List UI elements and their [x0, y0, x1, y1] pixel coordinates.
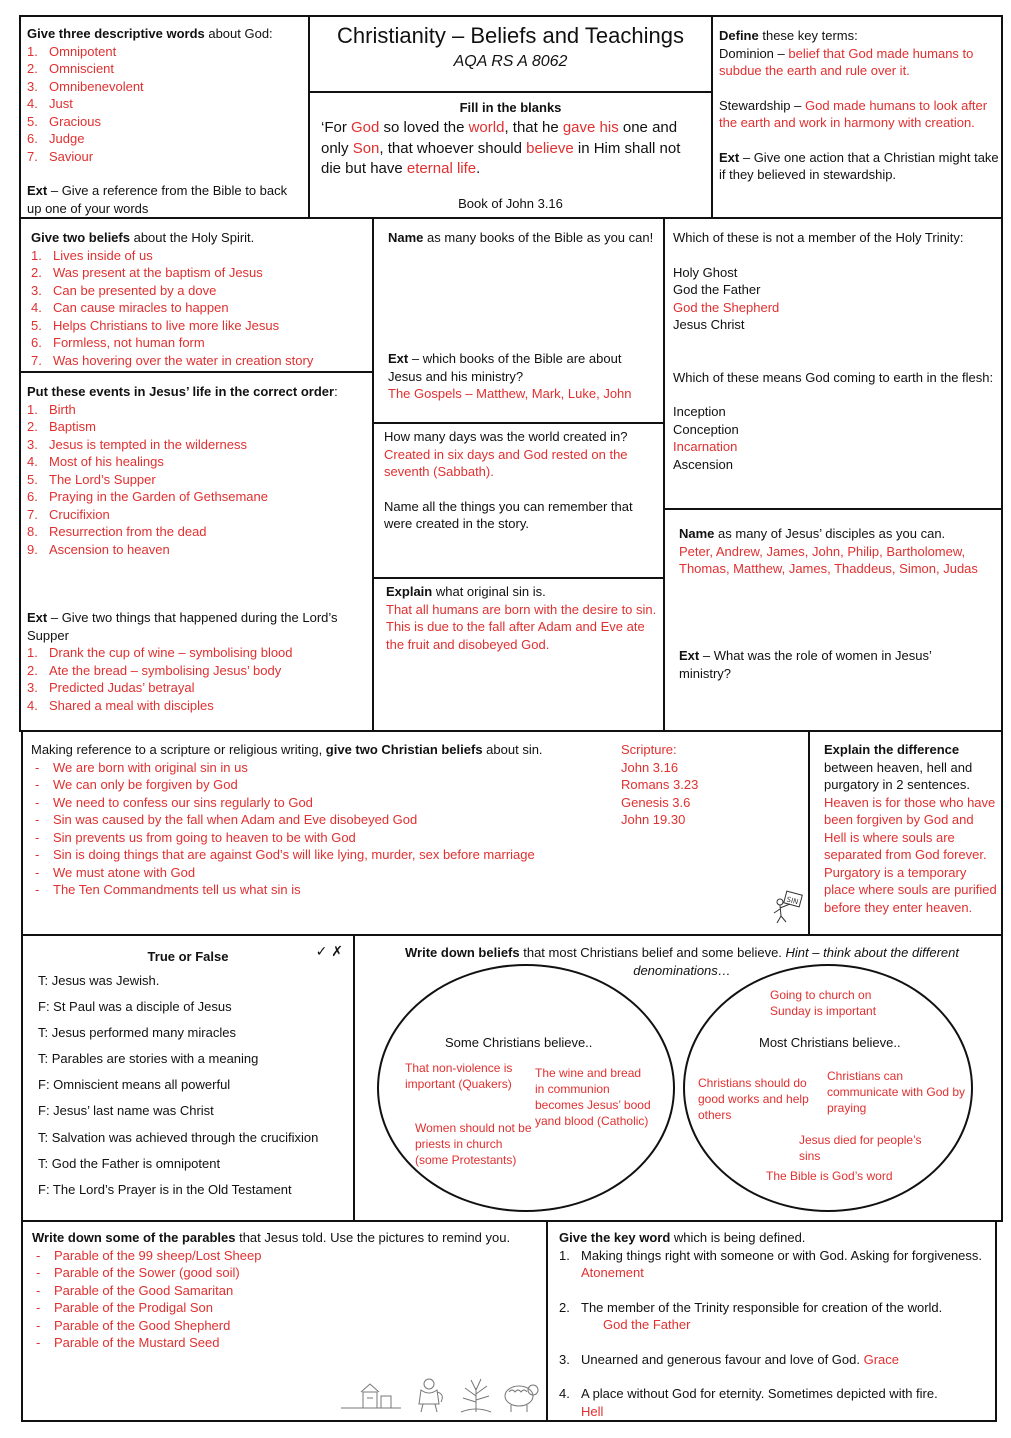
blank-answer: world	[468, 119, 505, 136]
sin-box	[21, 730, 810, 936]
original-sin-answer: That all humans are born with the desire to sin. This is due to the fall after Adam and Eve ate the fruit and disobeyed God.	[386, 601, 657, 652]
scripture-ref: John 3.16	[621, 759, 679, 775]
disciples-prompt: Name as many of Jesus’ disciples as you can.	[679, 526, 946, 541]
list-item: 1. Birth	[27, 401, 76, 417]
list-item: - The Ten Commandments tell us what sin is	[31, 881, 621, 899]
option-item: Incarnation	[673, 439, 738, 454]
most-belief: Jesus died for people’s sins	[799, 1133, 922, 1163]
true-false-heading: True or False	[147, 949, 229, 964]
events-ext: Ext – Give two things that happened during the Lord’s Supper	[27, 610, 338, 643]
some-belief: The wine and bread in communion becomes Jesus’ bood yand blood (Catholic)	[535, 1066, 651, 1128]
list-item: - Parable of the Good Samaritan	[32, 1282, 547, 1300]
option-item: Holy Ghost	[673, 264, 738, 280]
blank-answer: believe	[526, 139, 574, 157]
list-item: 4. A place without God for eternity. Sometimes depicted with fire. Hell	[559, 1386, 938, 1419]
events-box	[19, 371, 374, 732]
svg-text:SIN: SIN	[785, 895, 800, 907]
original-sin-box	[372, 577, 665, 732]
define-box	[711, 15, 1003, 219]
list-item: 1. Drank the cup of wine – symbolising blood	[27, 645, 293, 660]
list-item: 2. The member of the Trinity responsible for creation of the world. God the Father	[559, 1299, 943, 1332]
verse-text: .	[476, 160, 481, 177]
key-word-prompt: Give the key word which is being defined.	[559, 1230, 806, 1245]
creation-question: How many days was the world created in?	[384, 429, 628, 444]
incarnation-question: Which of these means God coming to earth in the flesh:	[673, 369, 994, 385]
list-item: 6. Formless, not human form	[31, 335, 205, 350]
list-item: 3. Unearned and generous favour and love of God. Grace	[559, 1351, 899, 1367]
most-belief: Christians should do good works and help others	[698, 1076, 809, 1122]
list-item: 7. Crucifixion	[27, 506, 110, 522]
list-item: 2. Was present at the baptism of Jesus	[31, 265, 263, 280]
difference-answer: Heaven is for those who have been forgiven by God and Hell is where souls are separated from God forever. Purgatory is a temporary place where souls are purified before they enter heaven.	[824, 794, 997, 915]
blank-answer: Son	[352, 139, 380, 157]
blank-answer: God	[351, 119, 380, 136]
list-item: F: Omniscient means all powerful	[38, 1077, 231, 1093]
most-belief: The Bible is God’s word	[766, 1169, 893, 1183]
list-item: - Sin prevents us from going to heaven to be with God	[31, 829, 621, 847]
supper-list	[27, 644, 367, 714]
list-item: - Parable of the Sower (good soil)	[32, 1264, 547, 1282]
trinity-options	[673, 264, 998, 334]
list-item: - Sin is doing things that are against God’s will like lying, murder, sex before marriage	[31, 846, 621, 864]
some-belief: That non-violence is important (Quakers)	[405, 1061, 513, 1091]
list-item: F: St Paul was a disciple of Jesus	[38, 999, 232, 1015]
page-subtitle: AQA RS A 8062	[453, 53, 568, 70]
dominion-definition: Dominion – belief that God made humans to subdue the earth and rule over it.	[719, 45, 974, 78]
books-box	[372, 217, 665, 424]
list-item: 4. Most of his healings	[27, 454, 164, 469]
list-item: 7. Saviour	[27, 148, 94, 164]
fill-source: Book of John 3.16	[458, 196, 563, 211]
creation-box	[372, 422, 665, 579]
list-item: F: Jesus’ last name was Christ	[38, 1103, 214, 1119]
list-item: T: Parables are stories with a meaning	[38, 1051, 259, 1067]
verse-text: one and only	[321, 119, 678, 157]
title-box	[308, 15, 713, 93]
option-item: Jesus Christ	[673, 317, 745, 332]
verse-text: so loved the	[379, 119, 469, 136]
list-item: - We can only be forgiven by God	[31, 776, 621, 794]
list-item: - Parable of the Good Shepherd	[32, 1317, 547, 1335]
list-item: 8. Resurrection from the dead	[27, 524, 207, 539]
list-item: T: God the Father is omnipotent	[38, 1155, 221, 1171]
option-item: Conception	[673, 421, 739, 437]
tick-cross-icon: ✓ ✗	[315, 943, 343, 959]
sin-sign-icon	[768, 890, 806, 926]
sower-icon	[419, 1379, 442, 1412]
parables-list	[32, 1247, 547, 1352]
list-item: T: Salvation was achieved through the crucifixion	[38, 1129, 319, 1145]
blank-answer: eternal life	[406, 160, 477, 177]
spirit-prompt: Give two beliefs about the Holy Spirit.	[31, 230, 255, 245]
descriptive-words-box	[19, 15, 310, 219]
list-item: 6. Praying in the Garden of Gethsemane	[27, 489, 268, 504]
list-item: 1. Making things right with someone or with God. Asking for forgiveness. Atonement	[559, 1247, 983, 1280]
original-sin-prompt: Explain what original sin is.	[386, 584, 546, 599]
verse-text: , that he	[504, 119, 563, 136]
list-item: 2. Baptism	[27, 419, 96, 434]
list-item: - We are born with original sin in us	[31, 759, 621, 777]
true-false-list	[38, 972, 348, 1207]
list-item: 2. Omniscient	[27, 61, 115, 76]
spirit-list	[31, 247, 371, 370]
true-false-box	[21, 934, 355, 1222]
disciples-answer: Peter, Andrew, James, John, Philip, Bartholomew, Thomas, Matthew, James, Thaddeus, Simon, Judas	[679, 543, 978, 576]
blank-answer: gave his	[562, 119, 619, 136]
list-item: 3. Can be presented by a dove	[31, 282, 217, 298]
descriptive-list	[27, 43, 305, 166]
list-item: 1. Omnipotent	[27, 43, 117, 59]
sin-list	[31, 759, 621, 899]
venn-prompt: Write down beliefs that most Christians belief and some believe. Hint – think about the different denominations…	[405, 945, 959, 978]
page-title: Christianity – Beliefs and Teachings	[337, 23, 684, 48]
list-item: 1. Lives inside of us	[31, 247, 153, 263]
list-item: - Parable of the Mustard Seed	[32, 1334, 547, 1352]
fill-verse	[321, 118, 703, 180]
events-prompt: Put these events in Jesus’ life in the correct order:	[27, 384, 338, 399]
list-item: 4. Just	[27, 96, 73, 111]
list-item: - We need to confess our sins regularly to God	[31, 794, 621, 812]
books-ext: Ext – which books of the Bible are about Jesus and his ministry?	[388, 351, 622, 384]
books-answer: The Gospels – Matthew, Mark, Luke, John	[388, 386, 632, 401]
key-word-list	[559, 1247, 989, 1421]
most-label: Most Christians believe..	[759, 1035, 901, 1050]
list-item: 3. Jesus is tempted in the wilderness	[27, 436, 247, 452]
trinity-box	[663, 217, 1003, 510]
define-ext: Ext – Give one action that a Christian might take if they believed in stewardship.	[719, 149, 999, 182]
verse-text: , that whoever should	[379, 139, 527, 157]
list-item: 7. Was hovering over the water in creation story	[31, 352, 314, 368]
list-item: - Parable of the 99 sheep/Lost Sheep	[32, 1247, 547, 1265]
fill-heading: Fill in the blanks	[459, 100, 562, 115]
key-word-box	[546, 1220, 997, 1422]
stewardship-definition: Stewardship – God made humans to look after the earth and work in harmony with creation.	[719, 97, 988, 130]
verse-text: in Him shall not die but have	[321, 139, 681, 177]
list-item: 6. Judge	[27, 131, 85, 146]
list-item: 2. Ate the bread – symbolising Jesus’ body	[27, 662, 282, 678]
list-item: 3. Predicted Judas’ betrayal	[27, 680, 195, 695]
parables-prompt: Write down some of the parables that Jesus told. Use the pictures to remind you.	[32, 1230, 511, 1245]
creation-question-2: Name all the things you can remember that were created in the story.	[384, 498, 633, 531]
most-belief: Christians can communicate with God by praying	[827, 1069, 966, 1115]
parables-box	[21, 1220, 548, 1422]
scripture-ref: Romans 3.23	[621, 777, 699, 792]
list-item: 4. Can cause miracles to happen	[31, 300, 229, 315]
some-label: Some Christians believe..	[445, 1035, 593, 1050]
holy-spirit-box	[19, 217, 374, 373]
most-belief: Going to church on Sunday is important	[770, 988, 877, 1018]
sheep-icon	[505, 1385, 538, 1412]
list-item: 3. Omnibenevolent	[27, 78, 144, 94]
list-item: T: Jesus was Jewish.	[38, 973, 160, 988]
sin-prompt: Making reference to a scripture or religious writing, give two Christian beliefs about sin.	[31, 742, 543, 757]
option-item: God the Father	[673, 282, 761, 297]
define-prompt: Define these key terms:	[719, 28, 858, 43]
list-item: F: The Lord’s Prayer is in the Old Testament	[38, 1181, 292, 1197]
difference-box	[808, 730, 1003, 936]
house-icon	[341, 1384, 401, 1408]
list-item: - Parable of the Prodigal Son	[32, 1299, 547, 1317]
list-item: T: Jesus performed many miracles	[38, 1025, 236, 1041]
verse-text: ‘For	[321, 119, 351, 136]
difference-prompt: Explain the difference between heaven, hell and purgatory in 2 sentences.	[824, 742, 973, 792]
tree-icon	[461, 1379, 491, 1412]
disciples-ext: Ext – What was the role of women in Jesus’ ministry?	[679, 648, 932, 681]
descriptive-prompt: Give three descriptive words about God:	[27, 26, 273, 41]
creation-answer: Created in six days and God rested on the seventh (Sabbath).	[384, 446, 628, 479]
fill-blanks-box	[308, 91, 713, 219]
list-item: 9. Ascension to heaven	[27, 541, 170, 557]
scripture-ref: John 19.30	[621, 812, 686, 827]
list-item: 5. The Lord’s Supper	[27, 471, 156, 487]
scripture-label: Scripture:	[621, 742, 677, 757]
descriptive-ext: Ext – Give a reference from the Bible to back up one of your words	[27, 183, 288, 216]
option-item: Ascension	[673, 456, 733, 472]
some-belief: Women should not be priests in church (some Protestants)	[415, 1121, 532, 1167]
scripture-ref: Genesis 3.6	[621, 794, 691, 810]
trinity-question: Which of these is not a member of the Holy Trinity:	[673, 230, 964, 245]
events-list	[27, 401, 367, 559]
option-item: Inception	[673, 404, 726, 419]
option-item: God the Shepherd	[673, 299, 780, 315]
list-item: 4. Shared a meal with disciples	[27, 697, 214, 713]
list-item: 5. Gracious	[27, 113, 102, 129]
list-item: - Sin was caused by the fall when Adam and Eve disobeyed God	[31, 811, 621, 829]
disciples-box	[663, 508, 1003, 732]
parable-pictures	[341, 1374, 546, 1414]
list-item: - We must atone with God	[31, 864, 621, 882]
list-item: 5. Helps Christians to live more like Jesus	[31, 317, 280, 333]
incarnation-options	[673, 403, 998, 473]
venn-box	[353, 934, 1003, 1222]
books-prompt: Name as many books of the Bible as you can!	[388, 230, 654, 245]
